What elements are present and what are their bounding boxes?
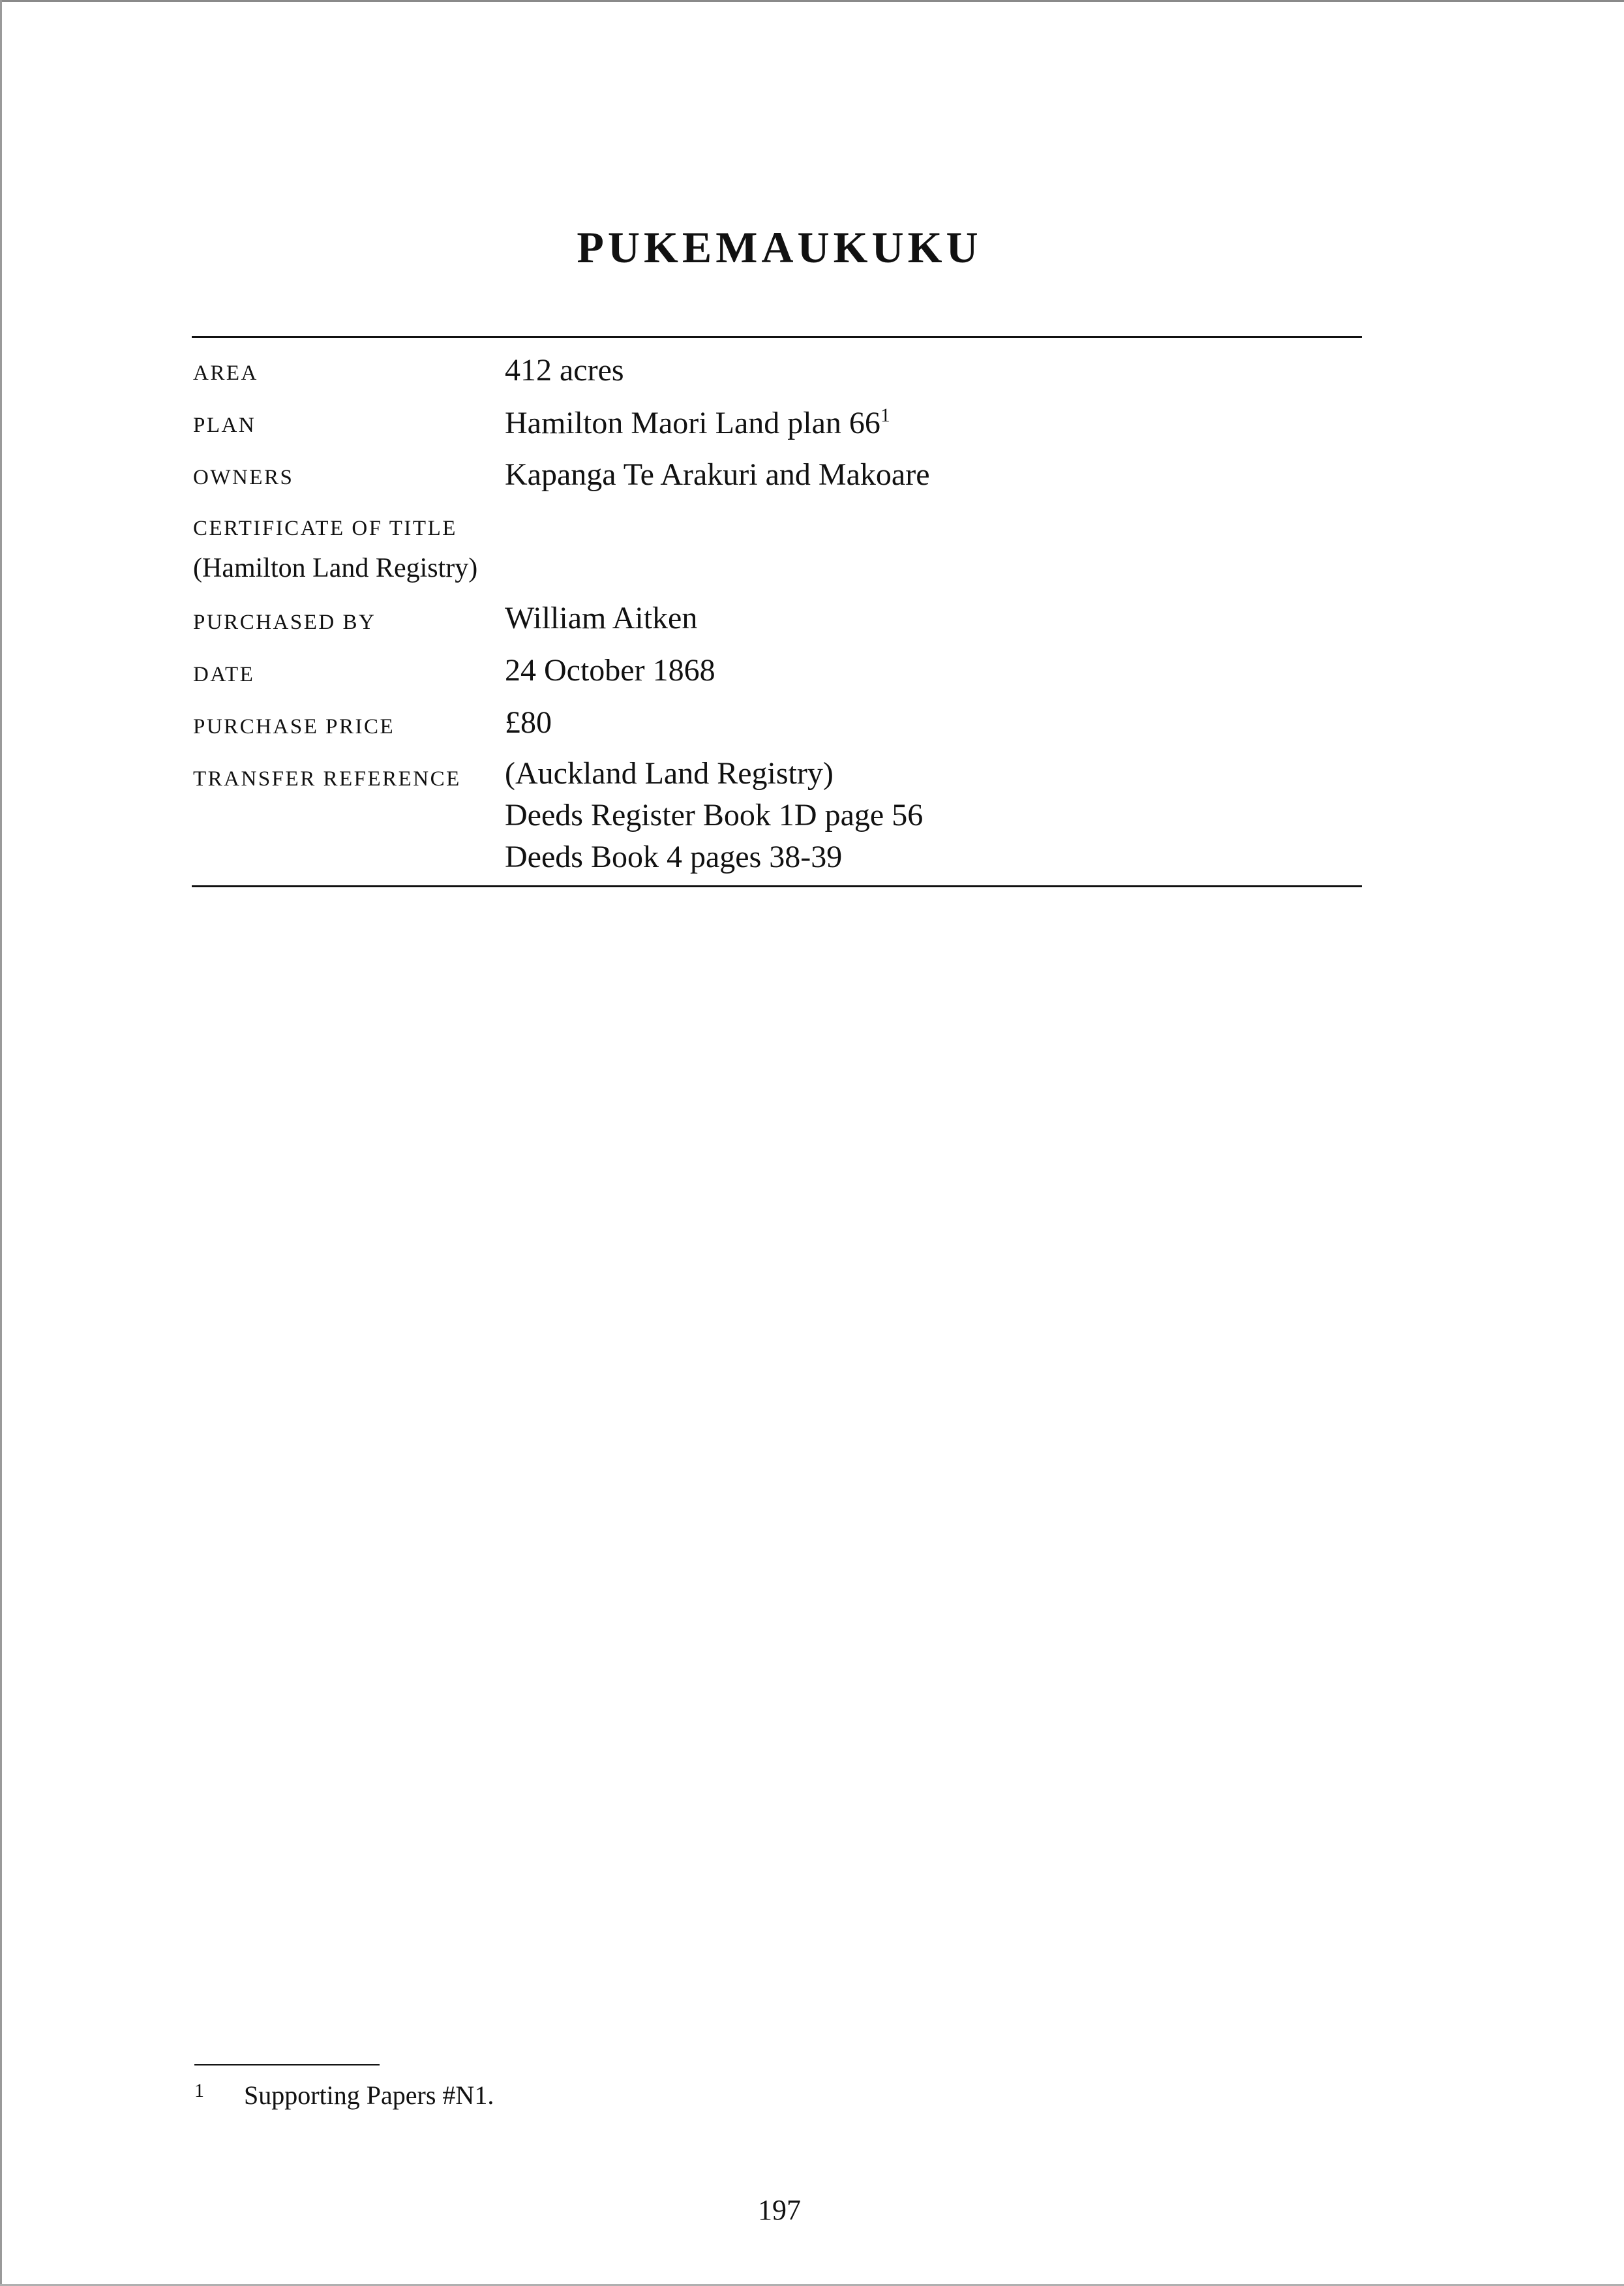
- purchased-by-label: PURCHASED BY: [193, 611, 376, 634]
- owners-label: OWNERS: [193, 466, 294, 489]
- bottom-rule: [192, 885, 1362, 887]
- certificate-sublabel: (Hamilton Land Registry): [193, 553, 478, 583]
- plan-value-text: Hamilton Maori Land plan 66: [505, 406, 880, 440]
- purchased-by-value: William Aitken: [505, 601, 698, 635]
- scan-edge-left: [0, 0, 2, 2286]
- purchase-price-value: £80: [505, 705, 552, 740]
- transfer-reference-value: [505, 753, 923, 878]
- plan-label: PLAN: [193, 414, 256, 437]
- plan-value: [505, 404, 890, 441]
- area-value: 412 acres: [505, 353, 624, 388]
- page-number: 197: [758, 2194, 801, 2226]
- footnote-separator: [194, 2064, 380, 2065]
- transfer-reference-line: Deeds Register Book 1D page 56: [505, 798, 924, 832]
- plan-footnote-ref: 1: [880, 404, 890, 426]
- scan-edge-top: [0, 0, 1624, 2]
- footnote-text: Supporting Papers #N1.: [244, 2080, 494, 2110]
- purchase-price-label: PURCHASE PRICE: [193, 715, 395, 739]
- date-value: 24 October 1868: [505, 653, 715, 688]
- page-title: PUKEMAUKUKU: [577, 222, 982, 272]
- area-label: AREA: [193, 361, 258, 385]
- owners-value: Kapanga Te Arakuri and Makoare: [505, 457, 930, 492]
- date-label: DATE: [193, 663, 255, 686]
- transfer-reference-label: TRANSFER REFERENCE: [193, 767, 461, 791]
- top-rule: [192, 336, 1362, 338]
- transfer-reference-line: (Auckland Land Registry): [505, 756, 834, 791]
- transfer-reference-line: Deeds Book 4 pages 38-39: [505, 840, 843, 874]
- certificate-label: CERTIFICATE OF TITLE: [193, 517, 457, 540]
- footnote-number: 1: [194, 2080, 204, 2101]
